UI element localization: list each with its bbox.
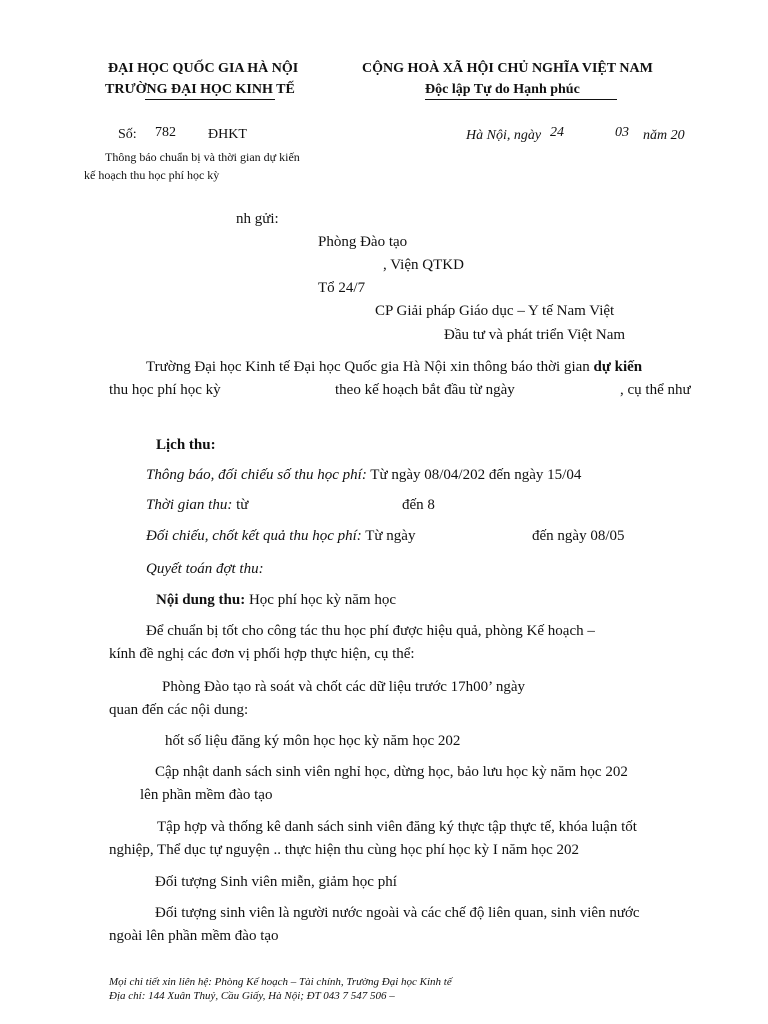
recipient-item: Đầu tư và phát triển Việt Nam bbox=[444, 327, 626, 343]
university-name: ĐẠI HỌC QUỐC GIA HÀ NỘI bbox=[108, 61, 299, 76]
recipient-item: CP Giải pháp Giáo dục – Y tế Nam Việt bbox=[375, 303, 615, 319]
body-item-3-line-1: Tập hợp và thống kê danh sách sinh viên đăng ký thực tập thực tế, khóa luận tốt bbox=[157, 819, 637, 835]
date-year: năm 20 bbox=[643, 128, 685, 143]
recipients-label: nh gửi: bbox=[236, 211, 279, 227]
intro-emphasis: dự kiến bbox=[593, 359, 643, 375]
school-name: TRƯỜNG ĐẠI HỌC KINH TẾ bbox=[105, 82, 295, 97]
content-line: Nội dung thu: Học phí học kỳ năm học bbox=[156, 592, 397, 608]
ref-so-suffix: ĐHKT bbox=[208, 127, 247, 142]
body-item-3-line-2: nghiệp, Thể dục tự nguyện .. thực hiện thu cùng học phí học kỳ I năm học 202 bbox=[109, 842, 580, 858]
national-title: CỘNG HOÀ XÃ HỘI CHỦ NGHĨA VIỆT NAM bbox=[362, 61, 653, 76]
body-item-5-line-2: ngoài lên phần mềm đào tạo bbox=[109, 928, 279, 944]
schedule-row-2: Thời gian thu: từ bbox=[146, 497, 249, 513]
body-item-2-line-2: lên phần mềm đào tạo bbox=[140, 787, 273, 803]
intro-line-2a: thu học phí học kỳ bbox=[109, 382, 221, 398]
schedule-row-2-end: đến 8 bbox=[402, 497, 435, 513]
recipient-item: Tổ 24/7 bbox=[318, 280, 366, 296]
schedule-row-3-end: đến ngày 08/05 bbox=[532, 528, 625, 544]
schedule-row-4: Quyết toán đợt thu: bbox=[146, 561, 264, 577]
body-item-2-line-1: Cập nhật danh sách sinh viên nghỉ học, dừng học, bảo lưu học kỳ năm học 202 bbox=[155, 764, 628, 780]
intro-line-2c: , cụ thể như bbox=[620, 382, 691, 398]
ref-so-label: Số: bbox=[118, 127, 137, 142]
national-motto: Độc lập Tự do Hạnh phúc bbox=[425, 82, 580, 97]
subject-line-2: kế hoạch thu học phí học kỳ bbox=[84, 168, 220, 182]
footer-contact: Mọi chi tiết xin liên hệ: Phòng Kế hoạch – Tài chính, Trường Đại học Kinh tế bbox=[109, 976, 452, 988]
recipient-item: Phòng Đào tạo bbox=[318, 234, 408, 250]
school-name-underline bbox=[145, 99, 275, 100]
recipient-item: , Viện QTKD bbox=[383, 257, 464, 273]
subject-line-1: Thông báo chuẩn bị và thời gian dự kiến bbox=[105, 150, 300, 164]
intro-line-1: Trường Đại học Kinh tế Đại học Quốc gia Hà Nội xin thông báo thời gian dự kiến bbox=[146, 359, 643, 375]
footer-address: Địa chỉ: 144 Xuân Thuỷ, Cầu Giấy, Hà Nội; ĐT 043 7 547 506 – bbox=[109, 990, 395, 1002]
body-item-4: Đối tượng Sinh viên miễn, giảm học phí bbox=[155, 874, 397, 890]
national-motto-underline bbox=[425, 99, 617, 100]
body-p2-line-2: quan đến các nội dung: bbox=[109, 702, 249, 718]
date-place: Hà Nội, ngày bbox=[466, 128, 542, 143]
body-p1-line-2: kính đề nghị các đơn vị phối hợp thực hiện, cụ thể: bbox=[109, 646, 415, 662]
body-item-5-line-1: Đối tượng sinh viên là người nước ngoài và các chế độ liên quan, sinh viên nước bbox=[155, 905, 640, 921]
schedule-row-1: Thông báo, đối chiếu số thu học phí: Từ ngày 08/04/202 đến ngày 15/04 bbox=[146, 467, 582, 483]
intro-line-2b: theo kế hoạch bắt đầu từ ngày bbox=[335, 382, 515, 398]
body-item-1: hốt số liệu đăng ký môn học học kỳ năm học 202 bbox=[165, 733, 461, 749]
date-month: 03 bbox=[615, 125, 629, 140]
ref-so-number: 782 bbox=[155, 125, 176, 140]
schedule-row-3: Đối chiếu, chốt kết quả thu học phí: Từ ngày bbox=[146, 528, 416, 544]
schedule-title: Lịch thu: bbox=[156, 437, 216, 453]
body-p1-line-1: Để chuẩn bị tốt cho công tác thu học phí được hiệu quả, phòng Kế hoạch – bbox=[146, 623, 595, 639]
body-p2-line-1: Phòng Đào tạo rà soát và chốt các dữ liệu trước 17h00’ ngày bbox=[162, 679, 525, 695]
date-day: 24 bbox=[550, 125, 564, 140]
